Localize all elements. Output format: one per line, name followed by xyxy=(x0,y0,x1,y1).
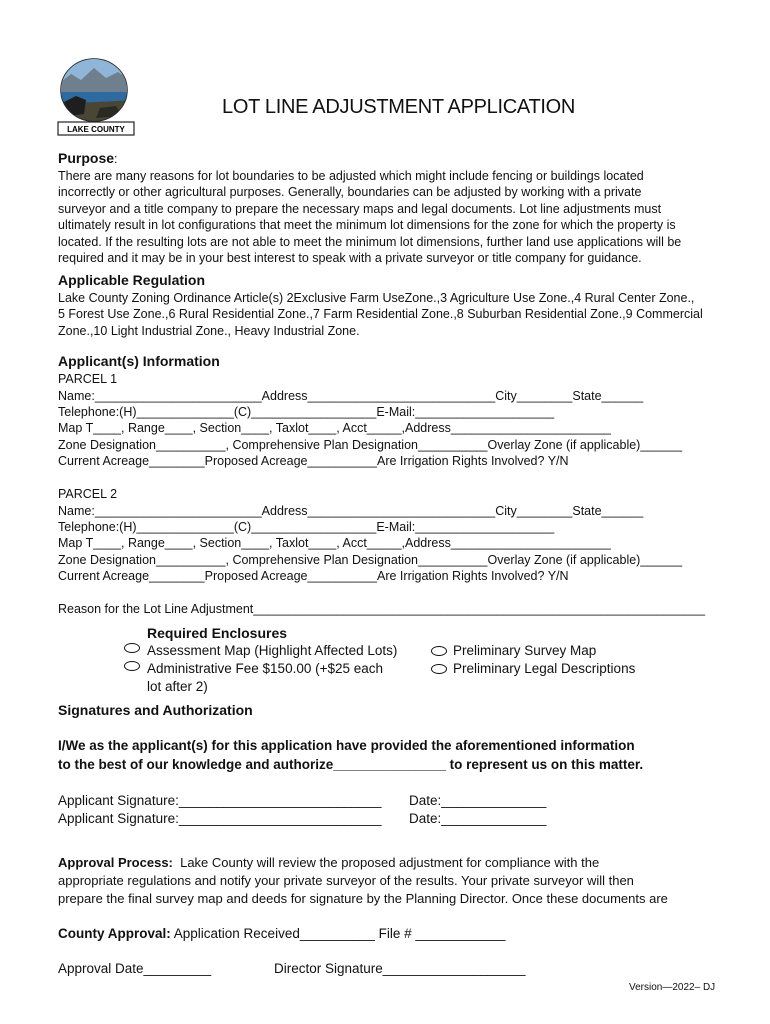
parcel2-map-field[interactable]: Map T____, Range____, Section____, Taxlot____, Acct_____,Address_______________________ xyxy=(58,536,611,550)
purpose-heading-line xyxy=(58,150,118,167)
applicant-heading: Applicant(s) Information xyxy=(58,353,220,369)
purpose-line: surveyor and a title company to prepare the necessary maps and legal documents. Lot line adjustments must xyxy=(58,202,662,216)
approval-process-text: Lake County will review the proposed adjustment for compliance with the xyxy=(172,855,600,870)
purpose-heading: Purpose xyxy=(58,150,115,166)
approval-date-field[interactable]: Approval Date_________ xyxy=(58,961,212,976)
parcel2-label: PARCEL 2 xyxy=(58,487,118,501)
purpose-colon: : xyxy=(114,152,118,166)
date-2[interactable]: Date:______________ xyxy=(409,811,547,826)
parcel2-acreage-field[interactable]: Current Acreage________Proposed Acreage__________Are Irrigation Rights Involved? Y/N xyxy=(58,569,569,583)
purpose-line: required and it may be in your best interest to speak with a private surveyor or title company for guidance. xyxy=(58,251,642,265)
approval-process-line-1 xyxy=(58,855,599,871)
director-signature-field[interactable]: Director Signature___________________ xyxy=(274,961,526,976)
parcel2-zone-field[interactable]: Zone Designation__________, Comprehensive Plan Designation__________Overlay Zone (if applicable)______ xyxy=(58,553,683,567)
parcel1-map-field[interactable]: Map T____, Range____, Section____, Taxlot____, Acct_____,Address_______________________ xyxy=(58,421,611,435)
county-approval-line xyxy=(58,926,506,942)
signatures-heading: Signatures and Authorization xyxy=(58,702,253,718)
logo-label: LAKE COUNTY xyxy=(67,125,125,134)
admin-fee-checkbox[interactable] xyxy=(124,661,140,671)
parcel1-label: PARCEL 1 xyxy=(58,372,118,386)
enclosure-admin-fee-cont: lot after 2) xyxy=(147,679,208,694)
version-label: Version—2022– DJ xyxy=(629,982,716,993)
enclosure-admin-fee: Administrative Fee $150.00 (+$25 each xyxy=(147,661,384,676)
county-approval-label: County Approval: xyxy=(58,926,171,941)
legal-descriptions-checkbox[interactable] xyxy=(431,664,447,674)
parcel2-name-field[interactable]: Name:________________________Address___________________________City________State______ xyxy=(58,504,644,518)
authorization-line-2[interactable]: to the best of our knowledge and authorize_______________ to represent us on this matter. xyxy=(58,757,644,772)
approval-process-label: Approval Process: xyxy=(58,855,173,870)
enclosure-survey-map: Preliminary Survey Map xyxy=(453,643,597,658)
purpose-line: located. If the resulting lots are not able to meet the minimum lot dimensions, further land use applications will be xyxy=(58,235,682,249)
enclosures-heading: Required Enclosures xyxy=(147,625,288,641)
purpose-line: ultimately result in lot configurations that meet the minimum lot dimensions for the zone for which the property is xyxy=(58,218,676,232)
purpose-line: There are many reasons for lot boundaries to be adjusted which might include fencing or buildings located xyxy=(58,169,644,183)
reason-field[interactable]: Reason for the Lot Line Adjustment_________________________________________________________________ xyxy=(58,602,706,616)
parcel1-zone-field[interactable]: Zone Designation__________, Comprehensive Plan Designation__________Overlay Zone (if applicable)______ xyxy=(58,438,683,452)
parcel1-name-field[interactable]: Name:________________________Address___________________________City________State______ xyxy=(58,389,644,403)
approval-process-line-2: appropriate regulations and notify your private surveyor of the results. Your private surveyor will then xyxy=(58,873,634,888)
date-1[interactable]: Date:______________ xyxy=(409,793,547,808)
parcel2-telephone-field[interactable]: Telephone:(H)______________(C)__________________E-Mail:____________________ xyxy=(58,520,555,534)
applicant-signature-1[interactable]: Applicant Signature:___________________________ xyxy=(58,793,382,808)
lake-county-logo xyxy=(56,56,136,138)
county-approval-fields[interactable]: Application Received__________ File # ____________ xyxy=(170,926,506,941)
parcel1-acreage-field[interactable]: Current Acreage________Proposed Acreage__________Are Irrigation Rights Involved? Y/N xyxy=(58,454,569,468)
page-title: LOT LINE ADJUSTMENT APPLICATION xyxy=(222,96,576,118)
approval-process-line-3: prepare the final survey map and deeds for signature by the Planning Director. Once these documents are xyxy=(58,891,668,906)
enclosure-legal-descriptions: Preliminary Legal Descriptions xyxy=(453,661,636,676)
authorization-line-1: I/We as the applicant(s) for this application have provided the aforementioned information xyxy=(58,738,635,753)
regulation-line: Lake County Zoning Ordinance Article(s) 2Exclusive Farm UseZone.,3 Agriculture Use Zone.,4 Rural Center Zone., xyxy=(58,291,695,305)
regulation-line: Zone.,10 Light Industrial Zone., Heavy Industrial Zone. xyxy=(58,324,360,338)
applicant-signature-2[interactable]: Applicant Signature:___________________________ xyxy=(58,811,382,826)
parcel1-telephone-field[interactable]: Telephone:(H)______________(C)__________________E-Mail:____________________ xyxy=(58,405,555,419)
regulation-line: 5 Forest Use Zone.,6 Rural Residential Zone.,7 Farm Residential Zone.,8 Suburban Residential Zone.,9 Commercial xyxy=(58,307,703,321)
assessment-map-checkbox[interactable] xyxy=(124,643,140,653)
purpose-line: incorrectly or other agricultural purposes. Generally, boundaries can be adjusted by working with a private xyxy=(58,185,642,199)
survey-map-checkbox[interactable] xyxy=(431,646,447,656)
enclosure-assessment-map: Assessment Map (Highlight Affected Lots) xyxy=(147,643,398,658)
regulation-heading: Applicable Regulation xyxy=(58,272,206,288)
